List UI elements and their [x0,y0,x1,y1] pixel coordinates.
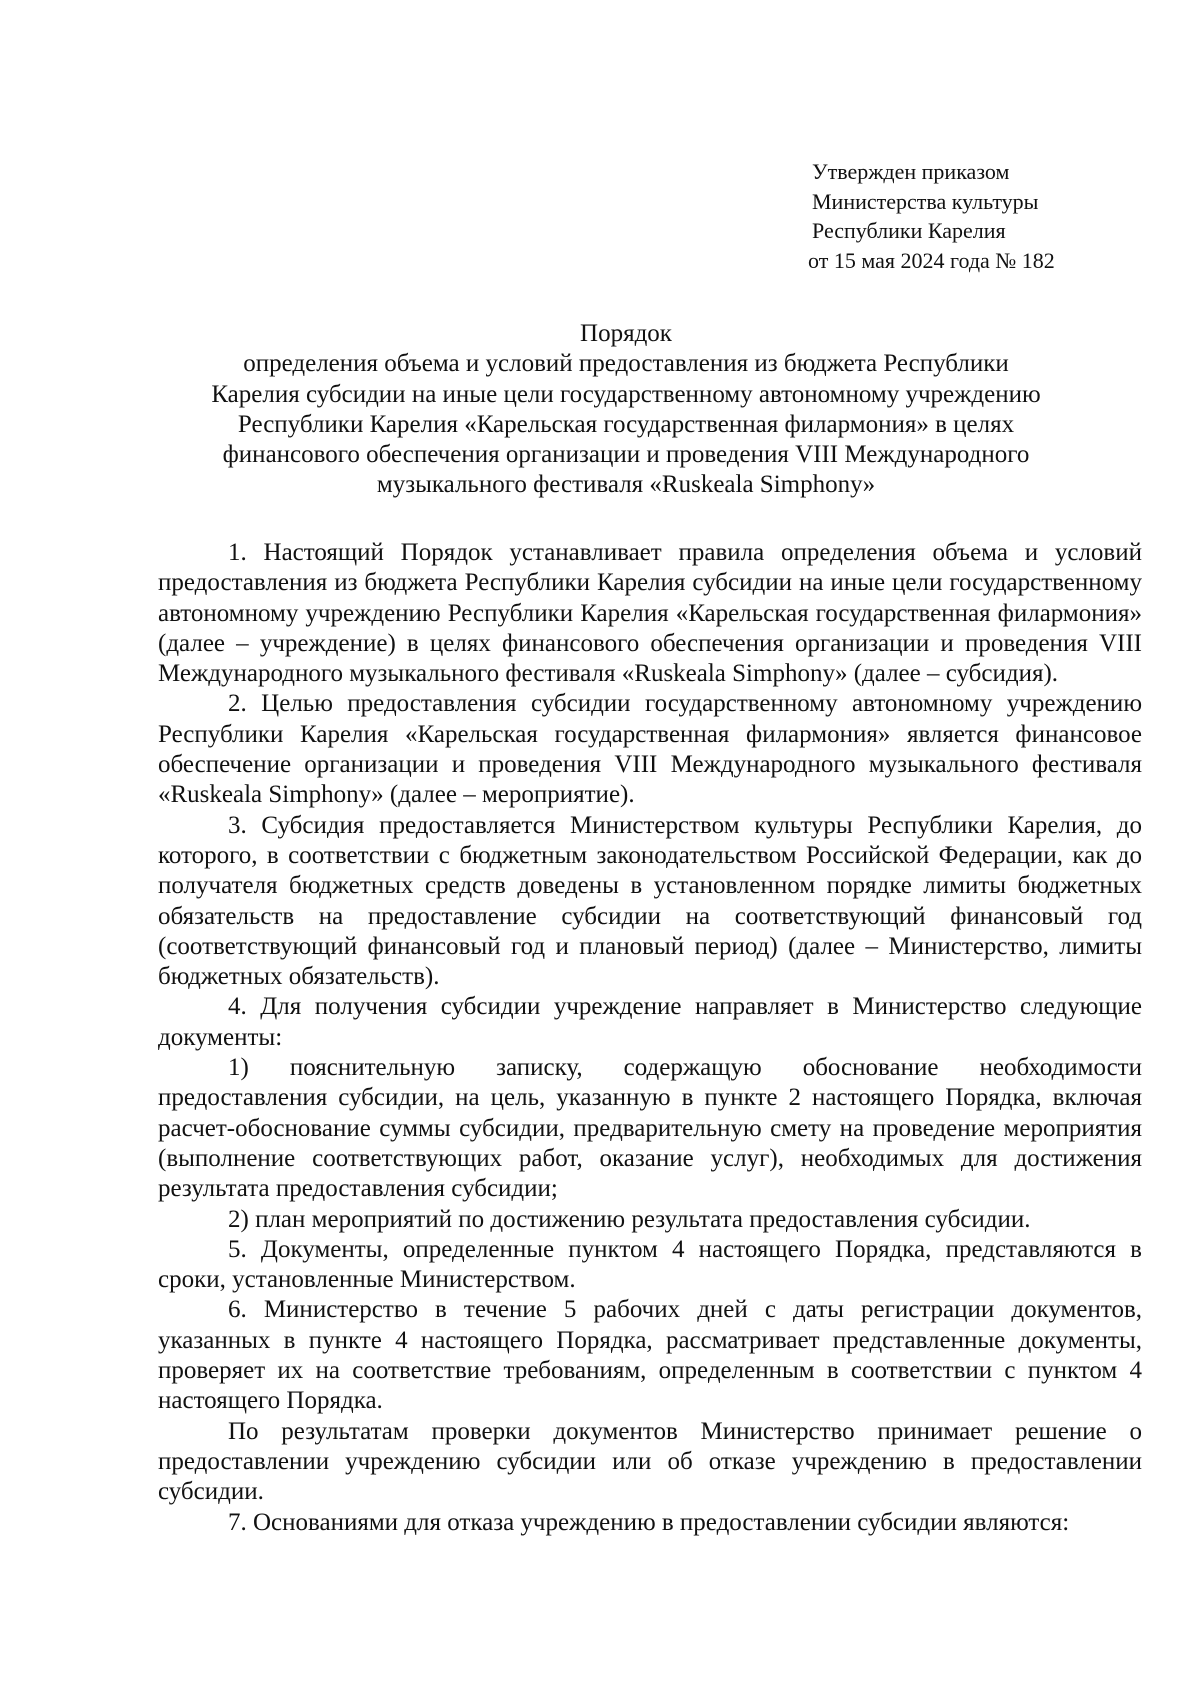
paragraph-7: 7. Основаниями для отказа учреждению в предоставлении субсидии являются: [228,1508,1070,1536]
paragraph-2: 2. Целью предоставления субсидии государственному автономному учреждению Республики Карелия «Карельская государственная филармония» является финансовое обеспечение организации и проведения VIII Международного музыкального фестиваля «Ruskeala Simphony» (далее – мероприятие). [158,690,1142,809]
title-line-4: финансового обеспечения организации и проведения VIII Международного [222,441,1030,469]
title-heading: Порядок [580,320,672,347]
paragraph-6-continuation: По результатам проверки документов Министерство принимает решение о предоставлении учреждению субсидии или об отказе учреждению в предоставлении субсидии. [158,1417,1142,1506]
approval-stamp-block [808,157,1172,275]
paragraph-3: 3. Субсидия предоставляется Министерством культуры Республики Карелия, до которого, в соответствии с бюджетным законодательством Российской Федерации, как до получателя бюджетных средств доведены в установленном порядке лимиты бюджетных обязательств на предоставление субсидии на соответствующий финансовый год (соответствующий финансовый год и плановый период) (далее – Министерство, лимиты бюджетных обязательств). [158,811,1142,991]
paragraph-6: 6. Министерство в течение 5 рабочих дней с даты регистрации документов, указанных в пункте 4 настоящего Порядка, рассматривает представленные документы, проверяет их на соответствие требованиям, определенным в соответствии с пунктом 4 настоящего Порядка. [158,1296,1142,1415]
document-body [158,538,1142,1538]
approval-line-3: Республики Карелия [812,218,1006,243]
approval-line-4: от 15 мая 2024 года № 182 [808,247,1055,273]
paragraph-1: 1. Настоящий Порядок устанавливает правила определения объема и условий предоставления из бюджета Республики Карелия субсидии на иные цели государственному автономному учреждению Республики Карелия «Карельская государственная филармония» (далее – учреждение) в целях финансового обеспечения организации и проведения VIII Международного музыкального фестиваля «Ruskeala Simphony» (далее – субсидия). [158,539,1142,688]
title-line-5: музыкального фестиваля «Ruskeala Simphony» [376,471,876,499]
paragraph-4-item-2: 2) план мероприятий по достижению результата предоставления субсидии. [228,1205,1031,1233]
title-line-2: Карелия субсидии на иные цели государственному автономному учреждению [211,380,1041,408]
approval-line-2: Министерства культуры [812,188,1039,214]
approval-line-1: Утвержден приказом [812,159,1010,184]
title-line-3: Республики Карелия «Карельская государственная филармония» в целях [237,410,1015,438]
paragraph-4-item-1: 1) пояснительную записку, содержащую обоснование необходимости предоставления субсидии, на цель, указанную в пункте 2 настоящего Порядка, включая расчет-обоснование суммы субсидии, предварительную смету на проведение мероприятия (выполнение соответствующих работ, оказание услуг), необходимых для достижения результата предоставления субсидии; [158,1054,1142,1203]
paragraph-5: 5. Документы, определенные пунктом 4 настоящего Порядка, представляются в сроки, установленные Министерством. [158,1235,1142,1294]
document-title [158,319,1094,501]
title-line-1: определения объема и условий предоставления из бюджета Республики [243,350,1009,378]
paragraph-4: 4. Для получения субсидии учреждение направляет в Министерство следующие документы: [158,993,1142,1051]
